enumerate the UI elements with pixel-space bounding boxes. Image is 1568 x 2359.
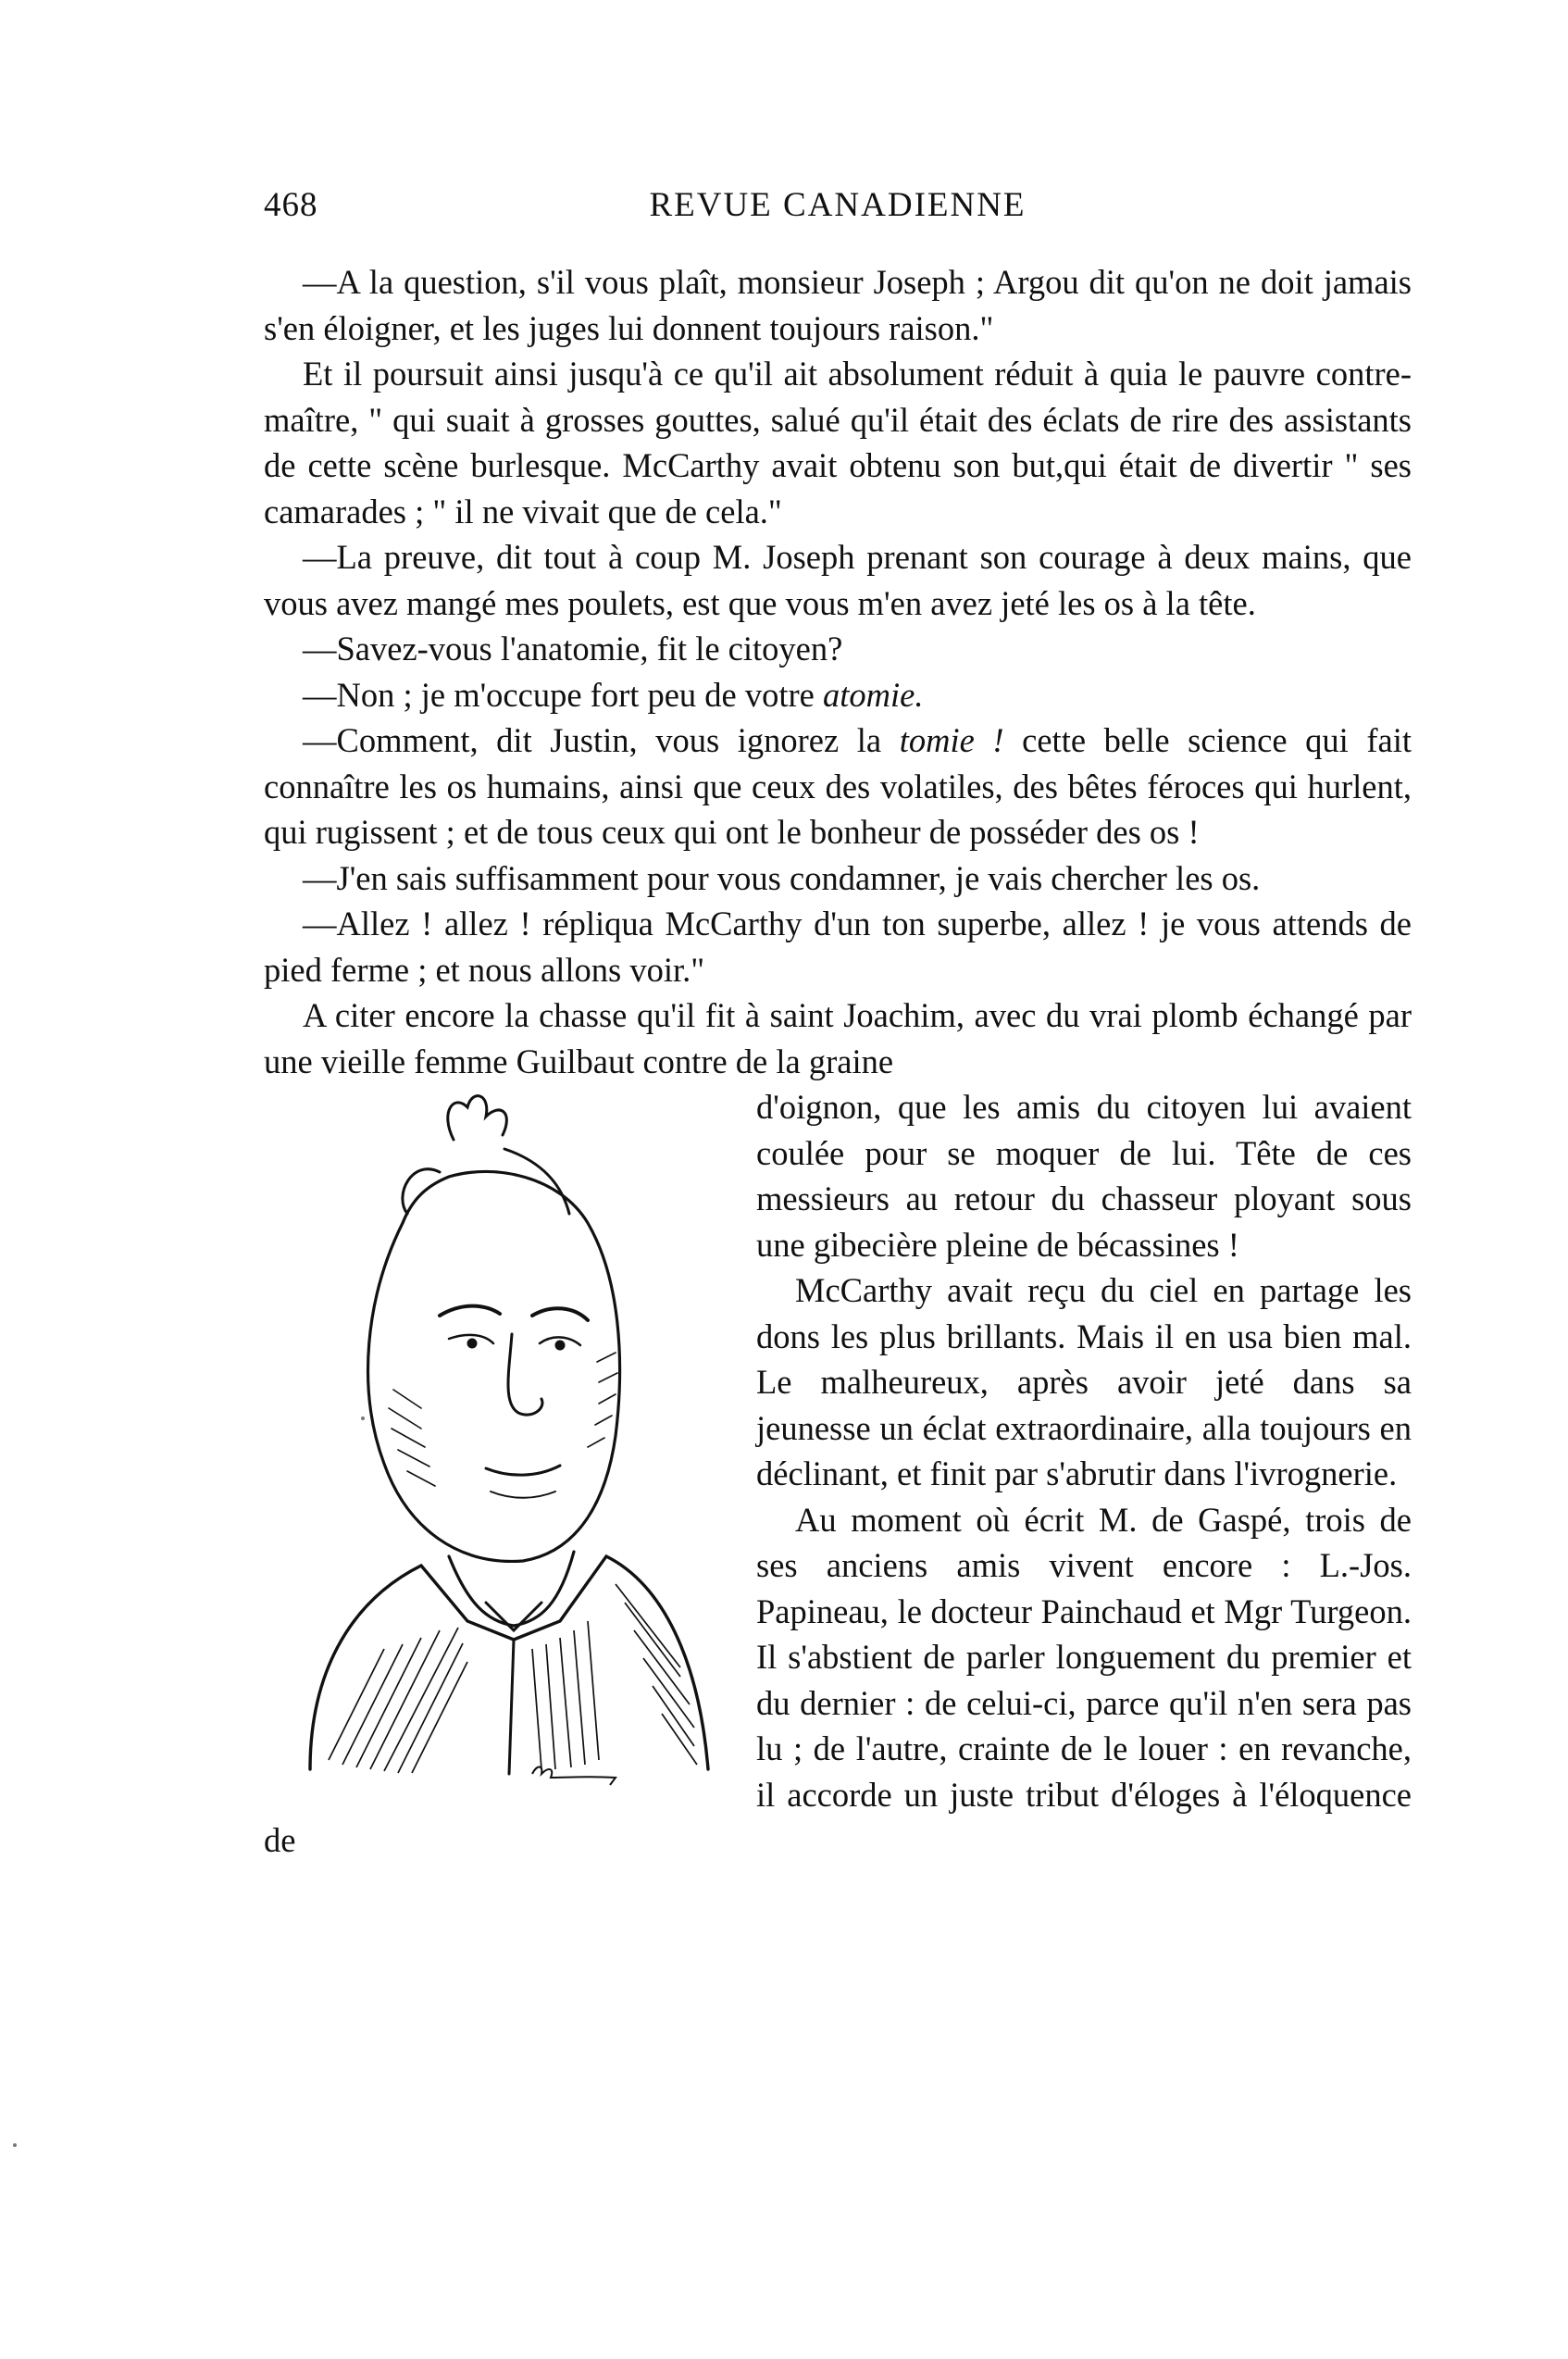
paragraph-9-lead: A citer encore la chasse qu'il fit à saint Joachim, avec du vrai plomb échangé par une vieille femme Guilbaut contre de la graine: [264, 996, 1412, 1080]
paragraph-5-text: —Non ; je m'occupe fort peu de votre: [303, 675, 824, 714]
paragraph-8: —Allez ! allez ! répliqua McCarthy d'un ton superbe, allez ! je vous attends de pied ferme ; et nous allons voir.": [264, 905, 1412, 989]
paragraph-5: [264, 672, 1412, 718]
page-header: [264, 185, 1412, 231]
paragraph-4: —Savez-vous l'anatomie, fit le citoyen?: [303, 630, 843, 668]
paragraph-6-text-end: cette belle science qui fait connaître les os humains, ainsi que ceux des volatiles, des bêtes féroces qui hurlent, qui rugissent ; et de tous ceux qui ont le bonheur de posséder des os !: [264, 721, 1412, 851]
paragraph-6: [264, 718, 1412, 855]
scan-speck: [13, 2143, 17, 2147]
page-number: 468: [264, 186, 318, 224]
paragraph-3: —La preuve, dit tout à coup M. Joseph prenant son courage à deux mains, que vous avez mangé mes poulets, est que vous m'en avez jeté les os à la tête.: [264, 538, 1412, 622]
paragraph-7: —J'en sais suffisamment pour vous condamner, je vais chercher les os.: [303, 858, 1261, 897]
paragraph-11: Au moment où écrit M. de Gaspé, trois de ses anciens amis vivent encore : L.-Jos. Papineau, le docteur Painchaud et Mgr Turgeon. Il s'abstient de parler longuement du premier et du dernier : de celui-ci, parce qu'il n'en sera pas lu ; de l'autre, crainte de le louer : en revanche, il accorde un juste tribut d'éloges à l'éloquence de: [264, 1500, 1412, 1859]
paragraph-6-italic: tomie !: [899, 721, 1004, 759]
paragraph-5-italic: atomie.: [823, 675, 924, 714]
paragraph-9-continued: d'oignon, que les amis du citoyen lui avaient coulée pour se moquer de lui. Tête de ces messieurs au retour du chasseur ployant sous une gibecière pleine de bécassines !: [756, 1088, 1412, 1264]
portrait-engraving-icon: [255, 1084, 736, 1797]
body-text: [264, 259, 1412, 1864]
paragraph-6-text: —Comment, dit Justin, vous ignorez la: [303, 721, 900, 759]
scan-speck: [361, 1417, 365, 1420]
paragraph-10: McCarthy avait reçu du ciel en partage les dons les plus brillants. Mais il en usa bien mal. Le malheureux, après avoir jeté dans sa jeunesse un éclat extraordinaire, alla toujours en déclinant, et finit par s'abrutir dans l'ivrognerie.: [756, 1271, 1412, 1492]
paragraph-2: Et il poursuit ainsi jusqu'à ce qu'il ait absolument réduit à quia le pauvre contre-maître, " qui suait à grosses gouttes, salué qu'il était des éclats de rire des assistants de cette scène burlesque. McCarthy avait obtenu son but,qui était de divertir " ses camarades ; " il ne vivait que de cela.": [264, 355, 1412, 530]
illustrated-section: [264, 1084, 1412, 1864]
paragraph-1: —A la question, s'il vous plaît, monsieur Joseph ; Argou dit qu'on ne doit jamais s'en éloigner, et les juges lui donnent toujours raison.": [264, 263, 1412, 347]
running-head: REVUE CANADIENNE: [649, 186, 1027, 224]
